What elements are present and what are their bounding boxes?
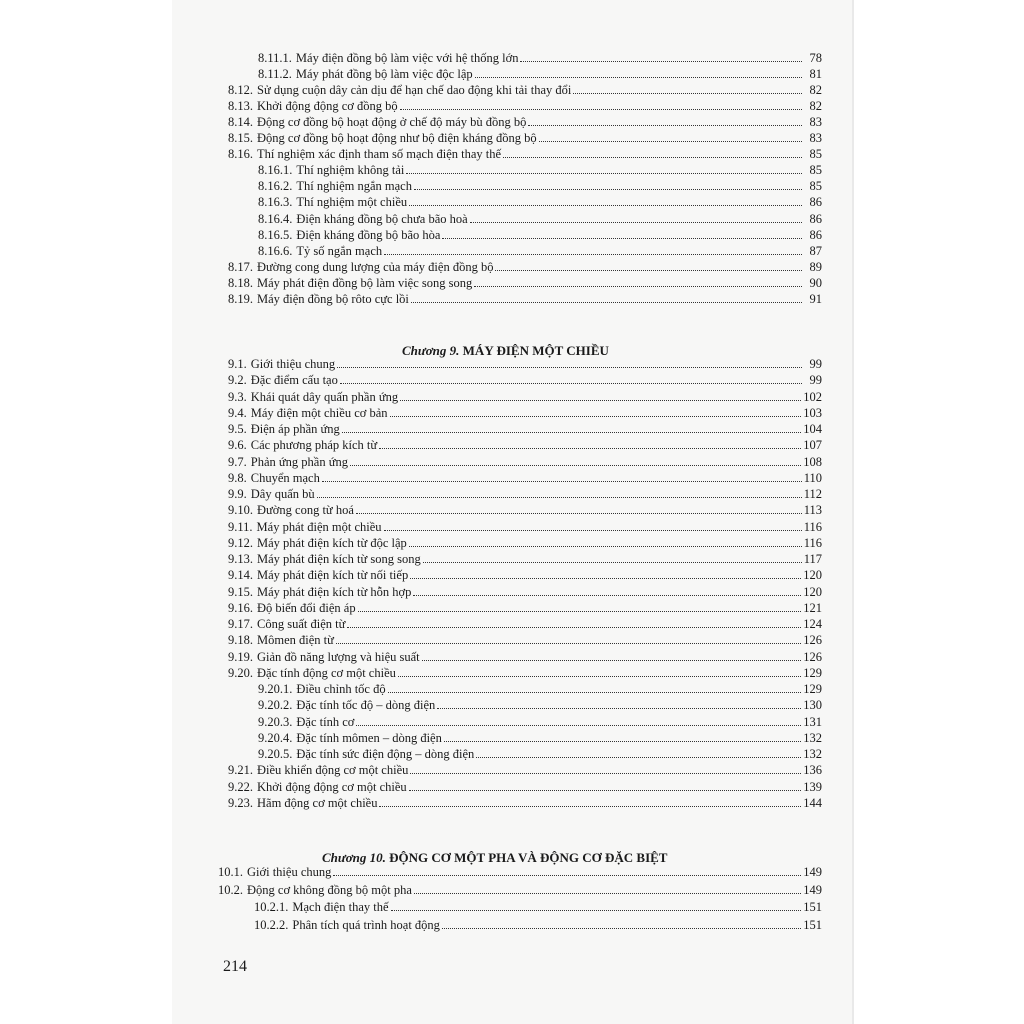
toc-entry-number: 9.13. [228, 552, 253, 566]
toc-entry [258, 681, 822, 697]
toc-entry-title: Đặc tính sức điện động – dòng điện [296, 747, 475, 761]
toc-entry-number: 10.1. [218, 865, 243, 879]
toc-entry-page: 113 [803, 503, 822, 518]
toc-entry-page: 149 [803, 882, 822, 897]
toc-entry-title: Điều khiển động cơ một chiều [257, 763, 409, 778]
toc-entry-title: Đặc tính mômen – dòng điện [296, 730, 442, 745]
toc-entry [228, 567, 822, 583]
dot-leader [350, 465, 801, 466]
toc-entry-number: 8.16.6. [258, 243, 293, 258]
toc-entry-title: Máy điện một chiều cơ bản [250, 405, 388, 420]
toc-entry-number: 9.9. [228, 487, 247, 501]
toc-entry [228, 259, 822, 275]
toc-entry-title: Phân tích quá trình hoạt động [292, 917, 440, 932]
toc-entry-number: 8.11.1. [258, 51, 292, 65]
toc-entry-title: Công suất điện từ [257, 617, 346, 631]
dot-leader [409, 790, 802, 791]
toc-entry [228, 665, 822, 681]
toc-entry-title: Khái quát dây quấn phần ứng [250, 389, 399, 404]
toc-entry-page: 85 [809, 147, 822, 162]
toc-entry-title: Thí nghiệm ngắn mạch [296, 179, 412, 194]
dot-leader [336, 643, 801, 644]
toc-entry-number: 9.20.3. [258, 714, 293, 729]
dot-leader [356, 513, 802, 514]
toc-entry [228, 632, 822, 648]
toc-entry [218, 882, 822, 898]
toc-entry-page: 139 [803, 779, 822, 794]
toc-entry-page: 104 [803, 422, 822, 436]
toc-entry-page: 83 [809, 115, 822, 130]
dot-leader [333, 875, 801, 876]
toc-entry-page: 116 [803, 519, 822, 534]
toc-entry-number: 9.10. [228, 503, 253, 518]
toc-entry-page: 129 [803, 682, 822, 696]
toc-entry [258, 697, 822, 713]
toc-entry [228, 437, 822, 453]
toc-entry-title: Khởi động động cơ đồng bộ [257, 99, 398, 114]
toc-entry [228, 454, 822, 470]
toc-entry-title: Đặc tính tốc độ – dòng điện [296, 698, 436, 713]
toc-entry-page: 131 [803, 714, 822, 729]
toc-entry-title: Hãm động cơ một chiều [257, 795, 378, 810]
toc-entry-title: Giới thiệu chung [250, 357, 336, 371]
dot-leader [379, 448, 801, 449]
toc-entry [258, 243, 822, 259]
dot-leader [400, 109, 802, 110]
toc-entry-number: 8.16.3. [258, 195, 293, 210]
dot-leader [340, 383, 802, 384]
toc-entry [228, 519, 822, 535]
dot-leader [414, 189, 802, 190]
toc-entry-page: 102 [803, 389, 822, 404]
dot-leader [398, 676, 801, 677]
toc-entry-number: 8.17. [228, 259, 253, 274]
toc-entry-page: 90 [809, 275, 822, 290]
toc-entry-number: 9.20.2. [258, 698, 293, 713]
dot-leader [413, 595, 801, 596]
dot-leader [409, 205, 802, 206]
toc-entry-number: 9.19. [228, 649, 253, 664]
toc-entry-title: Động cơ không đồng bộ một pha [247, 882, 412, 897]
dot-leader [520, 61, 802, 62]
toc-entry-page: 151 [803, 917, 822, 932]
toc-entry [258, 730, 822, 746]
dot-leader [391, 910, 802, 911]
chapter-9-label: Chương 9. [402, 343, 460, 358]
toc-entry [258, 178, 822, 194]
toc-entry-page: 91 [809, 291, 822, 306]
toc-entry [228, 389, 822, 405]
toc-entry-number: 8.16.2. [258, 179, 293, 194]
toc-entry-title: Dây quấn bù [250, 487, 315, 501]
toc-entry-page: 130 [803, 698, 822, 713]
toc-entry [228, 421, 822, 437]
dot-leader [409, 546, 802, 547]
dot-leader [388, 692, 802, 693]
toc-entry-page: 121 [803, 600, 822, 615]
toc-entry [258, 50, 822, 66]
toc-entry-page: 144 [803, 795, 822, 810]
toc-entry-page: 108 [803, 454, 822, 469]
toc-entry [258, 211, 822, 227]
page-number: 214 [223, 958, 247, 975]
toc-entry-page: 149 [803, 865, 822, 879]
dot-leader [442, 928, 801, 929]
toc-entry-page: 151 [803, 900, 822, 914]
toc-entry-page: 89 [809, 259, 822, 274]
dot-leader [470, 222, 802, 223]
dot-leader [503, 157, 802, 158]
toc-entry [258, 66, 822, 82]
dot-leader [475, 77, 802, 78]
dot-leader [317, 497, 802, 498]
toc-entry-page: 116 [803, 535, 822, 550]
toc-entry-page: 120 [803, 584, 822, 599]
toc-entry-page: 82 [809, 83, 822, 98]
toc-entry-title: Đường cong từ hoá [257, 503, 354, 518]
toc-entry-number: 9.20.1. [258, 682, 293, 696]
toc-entry [228, 82, 822, 98]
toc-entry [258, 714, 822, 730]
toc-entry-number: 9.20. [228, 665, 253, 680]
toc-entry-title: Tỷ số ngắn mạch [296, 243, 383, 258]
toc-entry [254, 917, 822, 933]
toc-entry-page: 85 [809, 179, 822, 194]
toc-entry-title: Máy điện đồng bộ rôto cực lồi [257, 291, 409, 306]
toc-entry-number: 10.2.2. [254, 917, 289, 932]
toc-entry [228, 291, 822, 307]
toc-entry-title: Điều chỉnh tốc độ [296, 682, 386, 696]
toc-entry-page: 129 [803, 665, 822, 680]
toc-entry [254, 899, 822, 915]
toc-entry-number: 9.14. [228, 568, 253, 583]
toc-entry-title: Máy phát điện kích từ song song [257, 552, 421, 566]
toc-entry-number: 9.7. [228, 454, 247, 469]
dot-leader [573, 93, 802, 94]
toc-entry-number: 9.20.5. [258, 747, 293, 761]
dot-leader [474, 286, 802, 287]
toc-entry-title: Thí nghiệm một chiều [296, 195, 408, 210]
toc-entry-page: 78 [809, 51, 822, 65]
dot-leader [356, 725, 801, 726]
toc-entry [218, 864, 822, 880]
toc-entry-title: Máy phát đồng bộ làm việc độc lập [295, 67, 473, 82]
toc-entry-number: 8.14. [228, 115, 253, 130]
dot-leader [406, 173, 802, 174]
toc-entry-number: 9.2. [228, 373, 247, 388]
toc-entry-title: Sử dụng cuộn dây cản dịu để hạn chế dao động khi tải thay đổi [257, 83, 572, 98]
toc-entry-title: Các phương pháp kích từ [250, 438, 378, 453]
toc-entry-number: 8.16.4. [258, 211, 293, 226]
toc-entry-number: 9.4. [228, 405, 247, 420]
toc-entry-title: Máy điện đồng bộ làm việc với hệ thống lớn [295, 51, 519, 65]
toc-entry-title: Máy phát điện kích từ nối tiếp [257, 568, 409, 583]
toc-entry-page: 112 [803, 487, 822, 501]
toc-entry-page: 81 [809, 67, 822, 82]
toc-entry-number: 8.16.1. [258, 163, 293, 178]
toc-entry-title: Máy phát điện một chiều [256, 519, 382, 534]
toc-entry-number: 9.18. [228, 633, 253, 648]
chapter-9-title: MÁY ĐIỆN MỘT CHIỀU [462, 343, 609, 358]
toc-entry-number: 9.6. [228, 438, 247, 453]
dot-leader [444, 741, 801, 742]
toc-entry-page: 126 [803, 649, 822, 664]
toc-entry-number: 9.5. [228, 422, 247, 436]
toc-entry-number: 8.11.2. [258, 67, 292, 82]
chapter-10-label: Chương 10. [322, 850, 386, 865]
toc-entry-title: Điện áp phần ứng [250, 422, 340, 436]
toc-entry [258, 194, 822, 210]
toc-entry-page: 126 [803, 633, 822, 648]
dot-leader [400, 400, 801, 401]
toc-entry-number: 8.16. [228, 147, 253, 162]
dot-leader [322, 481, 802, 482]
toc-entry-title: Phản ứng phần ứng [250, 454, 348, 469]
toc-entry-number: 9.22. [228, 779, 253, 794]
toc-entry-number: 9.3. [228, 389, 247, 404]
toc-entry-title: Thí nghiệm xác định tham số mạch điện thay thế [257, 147, 502, 162]
toc-entry [228, 98, 822, 114]
toc-entry-title: Đặc điểm cấu tạo [250, 373, 338, 388]
toc-entry-title: Động cơ đồng bộ hoạt động như bộ điện kháng đồng bộ [257, 131, 537, 146]
toc-entry [228, 600, 822, 616]
toc-entry-page: 124 [803, 617, 822, 631]
dot-leader [410, 773, 801, 774]
toc-entry-number: 8.18. [228, 275, 253, 290]
toc-entry-title: Điện kháng đồng bộ chưa bão hoà [296, 211, 468, 226]
toc-entry-page: 86 [809, 211, 822, 226]
toc-entry-number: 8.12. [228, 83, 253, 98]
chapter-10-title: ĐỘNG CƠ MỘT PHA VÀ ĐỘNG CƠ ĐẶC BIỆT [389, 850, 668, 865]
toc-entry-page: 117 [803, 552, 822, 566]
toc-entry-number: 9.12. [228, 535, 253, 550]
toc-entry-page: 85 [809, 163, 822, 178]
dot-leader [414, 893, 801, 894]
toc-entry-title: Mômen điện từ [257, 633, 334, 648]
toc-entry-page: 110 [803, 470, 822, 485]
toc-entry [228, 779, 822, 795]
dot-leader [495, 270, 802, 271]
toc-entry-title: Điện kháng đồng bộ bão hòa [296, 227, 441, 242]
dot-leader [384, 254, 802, 255]
toc-entry-number: 10.2.1. [254, 900, 289, 914]
toc-entry-page: 103 [803, 405, 822, 420]
toc-entry-number: 9.23. [228, 795, 253, 810]
toc-entry-number: 9.21. [228, 763, 253, 778]
toc-entry [228, 762, 822, 778]
dot-leader [358, 611, 802, 612]
dot-leader [347, 627, 801, 628]
toc-entry-number: 8.13. [228, 99, 253, 114]
toc-entry-page: 107 [803, 438, 822, 453]
toc-entry-page: 136 [803, 763, 822, 778]
dot-leader [337, 367, 802, 368]
toc-entry-page: 82 [809, 99, 822, 114]
toc-entry-title: Độ biến đổi điện áp [257, 600, 356, 615]
toc-entry-title: Khởi động động cơ một chiều [257, 779, 407, 794]
toc-entry-page: 132 [803, 747, 822, 761]
toc-entry [228, 130, 822, 146]
toc-entry-number: 8.16.5. [258, 227, 293, 242]
toc-entry-number: 9.17. [228, 617, 253, 631]
toc-entry [228, 486, 822, 502]
dot-leader [422, 660, 802, 661]
toc-entry [228, 372, 822, 388]
toc-entry [258, 746, 822, 762]
toc-entry [228, 146, 822, 162]
toc-entry-title: Thí nghiệm không tải [296, 163, 405, 178]
toc-entry-title: Máy phát điện kích từ độc lập [257, 535, 407, 550]
toc-entry-page: 99 [809, 373, 822, 388]
toc-entry-number: 9.20.4. [258, 730, 293, 745]
toc-entry-page: 99 [809, 357, 822, 371]
toc-entry-title: Chuyển mạch [250, 470, 320, 485]
toc-entry-number: 9.16. [228, 600, 253, 615]
toc-entry [228, 795, 822, 811]
toc-entry-number: 9.15. [228, 584, 253, 599]
toc-entry-page: 87 [809, 243, 822, 258]
toc-entry-title: Giới thiệu chung [247, 865, 332, 879]
toc-entry-page: 83 [809, 131, 822, 146]
dot-leader [423, 562, 802, 563]
dot-leader [410, 578, 801, 579]
toc-entry [258, 227, 822, 243]
toc-entry [228, 502, 822, 518]
dot-leader [342, 432, 801, 433]
dot-leader [384, 530, 802, 531]
toc-entry [228, 535, 822, 551]
dot-leader [411, 302, 802, 303]
toc-entry-title: Đường cong dung lượng của máy điện đồng bộ [257, 259, 494, 274]
toc-entry [228, 584, 822, 600]
toc-entry-title: Máy phát điện đồng bộ làm việc song song [257, 275, 473, 290]
toc-entry-number: 9.8. [228, 470, 247, 485]
toc-entry [258, 162, 822, 178]
dot-leader [390, 416, 802, 417]
toc-entry-page: 86 [809, 227, 822, 242]
toc-entry-number: 10.2. [218, 882, 243, 897]
dot-leader [379, 806, 801, 807]
toc-entry-page: 132 [803, 730, 822, 745]
toc-entry [228, 551, 822, 567]
toc-entry-page: 86 [809, 195, 822, 210]
toc-entry-number: 9.11. [228, 519, 253, 534]
dot-leader [476, 757, 801, 758]
toc-entry-number: 9.1. [228, 357, 247, 371]
toc-entry [228, 616, 822, 632]
toc-entry [228, 275, 822, 291]
toc-entry-title: Giản đồ năng lượng và hiệu suất [257, 649, 420, 664]
toc-entry-number: 8.19. [228, 291, 253, 306]
toc-entry-title: Mạch điện thay thế [292, 900, 389, 914]
toc-entry-title: Động cơ đồng bộ hoạt động ở chế độ máy bù đồng bộ [257, 115, 527, 130]
toc-entry [228, 649, 822, 665]
toc-entry-page: 120 [803, 568, 822, 583]
dot-leader [539, 141, 802, 142]
toc-entry [228, 405, 822, 421]
toc-entry-number: 8.15. [228, 131, 253, 146]
dot-leader [437, 708, 801, 709]
toc-entry [228, 470, 822, 486]
toc-entry [228, 356, 822, 372]
dot-leader [528, 125, 802, 126]
toc-entry-title: Máy phát điện kích từ hỗn hợp [257, 584, 412, 599]
dot-leader [442, 238, 802, 239]
toc-entry-title: Đặc tính động cơ một chiều [257, 665, 396, 680]
toc-entry [228, 114, 822, 130]
toc-entry-title: Đặc tính cơ [296, 714, 355, 729]
